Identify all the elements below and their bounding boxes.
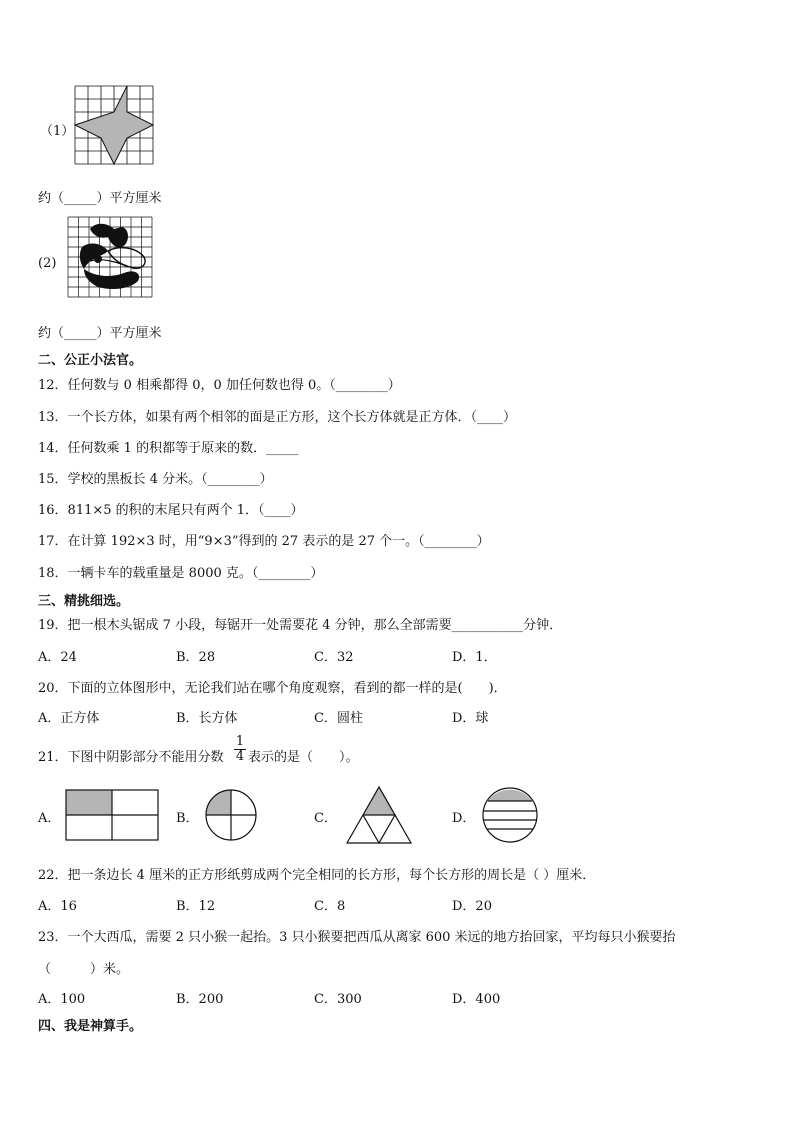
q21-figure-a-rectangle (66, 790, 158, 840)
q1-answer: 约（_____）平方厘米 (38, 191, 162, 206)
fraction-numerator: 1 (235, 734, 245, 749)
section4-title: 四、我是神算手。 (38, 1019, 143, 1034)
q23-option-a: A．100 (38, 992, 86, 1007)
q23-option-b: B．200 (176, 992, 224, 1007)
fraction-one-quarter (234, 735, 246, 764)
section3-title: 三、精挑细选。 (38, 594, 130, 609)
q21-label-a: A． (38, 811, 61, 826)
q21-label-b: B． (176, 811, 199, 826)
question-21-stem-before: 21．下图中阴影部分不能用分数 (38, 750, 224, 765)
section2-title: 二、公正小法官。 (38, 353, 143, 368)
q21-label-d: D． (452, 811, 476, 826)
question-18: 18．一辆卡车的载重量是 8000 克。（________） (38, 566, 324, 581)
question-12: 12．任何数与 0 相乘都得 0，0 加任何数也得 0。（________） (38, 378, 401, 393)
question-22: 22．把一条边长 4 厘米的正方形纸剪成两个完全相同的长方形，每个长方形的周长是（ ）厘米． (38, 868, 596, 883)
q2-label: (2) (38, 256, 57, 271)
q23-option-c: C．300 (314, 992, 362, 1007)
question-17: 17．在计算 192×3 时，用“9×3”得到的 27 表示的是 27 个一。（________） (38, 534, 490, 549)
question-20: 20．下面的立体图形中，无论我们站在哪个角度观察，看到的都一样的是( )． (38, 681, 507, 696)
question-19: 19．把一根木头锯成 7 小段，每锯开一处需要花 4 分钟，那么全部需要___________分钟． (38, 618, 563, 633)
question-23-line1: 23．一个大西瓜，需要 2 只小猴一起抬。3 只小猴要把西瓜从离家 600 米远的地方抬回家，平均每只小猴要抬 (38, 930, 676, 945)
q20-option-d: D．球 (452, 711, 489, 726)
q2-answer: 约（_____）平方厘米 (38, 326, 162, 341)
question-21-stem-after: 表示的是（ ）。 (248, 750, 359, 765)
q22-option-a: A．16 (38, 899, 77, 914)
star-grid-figure (75, 86, 153, 164)
q21-label-c: C． (314, 811, 337, 826)
q22-option-d: D．20 (452, 899, 492, 914)
q21-figure-b-circle (205, 789, 257, 841)
fraction-denominator: 4 (235, 749, 245, 764)
q22-option-c: C．8 (314, 899, 346, 914)
q19-option-c: C．32 (314, 650, 354, 665)
q20-option-b: B．长方体 (176, 711, 238, 726)
q20-option-c: C．圆柱 (314, 711, 363, 726)
question-14: 14．任何数乘 1 的积都等于原来的数．_____ (38, 441, 299, 456)
question-13: 13．一个长方体，如果有两个相邻的面是正方形，这个长方体就是正方体．（____） (38, 410, 517, 425)
q21-figure-d-striped-circle (482, 787, 538, 843)
q19-option-a: A．24 (38, 650, 77, 665)
q21-figure-c-triangle (346, 786, 412, 844)
question-23-line2: （ ）米。 (38, 962, 130, 977)
blob-grid-figure (68, 217, 152, 297)
question-16: 16．811×5 的积的末尾只有两个 1．（____） (38, 503, 304, 518)
q19-option-b: B．28 (176, 650, 216, 665)
question-15: 15．学校的黑板长 4 分米。（________） (38, 472, 273, 487)
q22-option-b: B．12 (176, 899, 216, 914)
q20-option-a: A．正方体 (38, 711, 100, 726)
q1-label: （1） (40, 124, 75, 139)
q23-option-d: D．400 (452, 992, 501, 1007)
q19-option-d: D．1． (452, 650, 497, 665)
